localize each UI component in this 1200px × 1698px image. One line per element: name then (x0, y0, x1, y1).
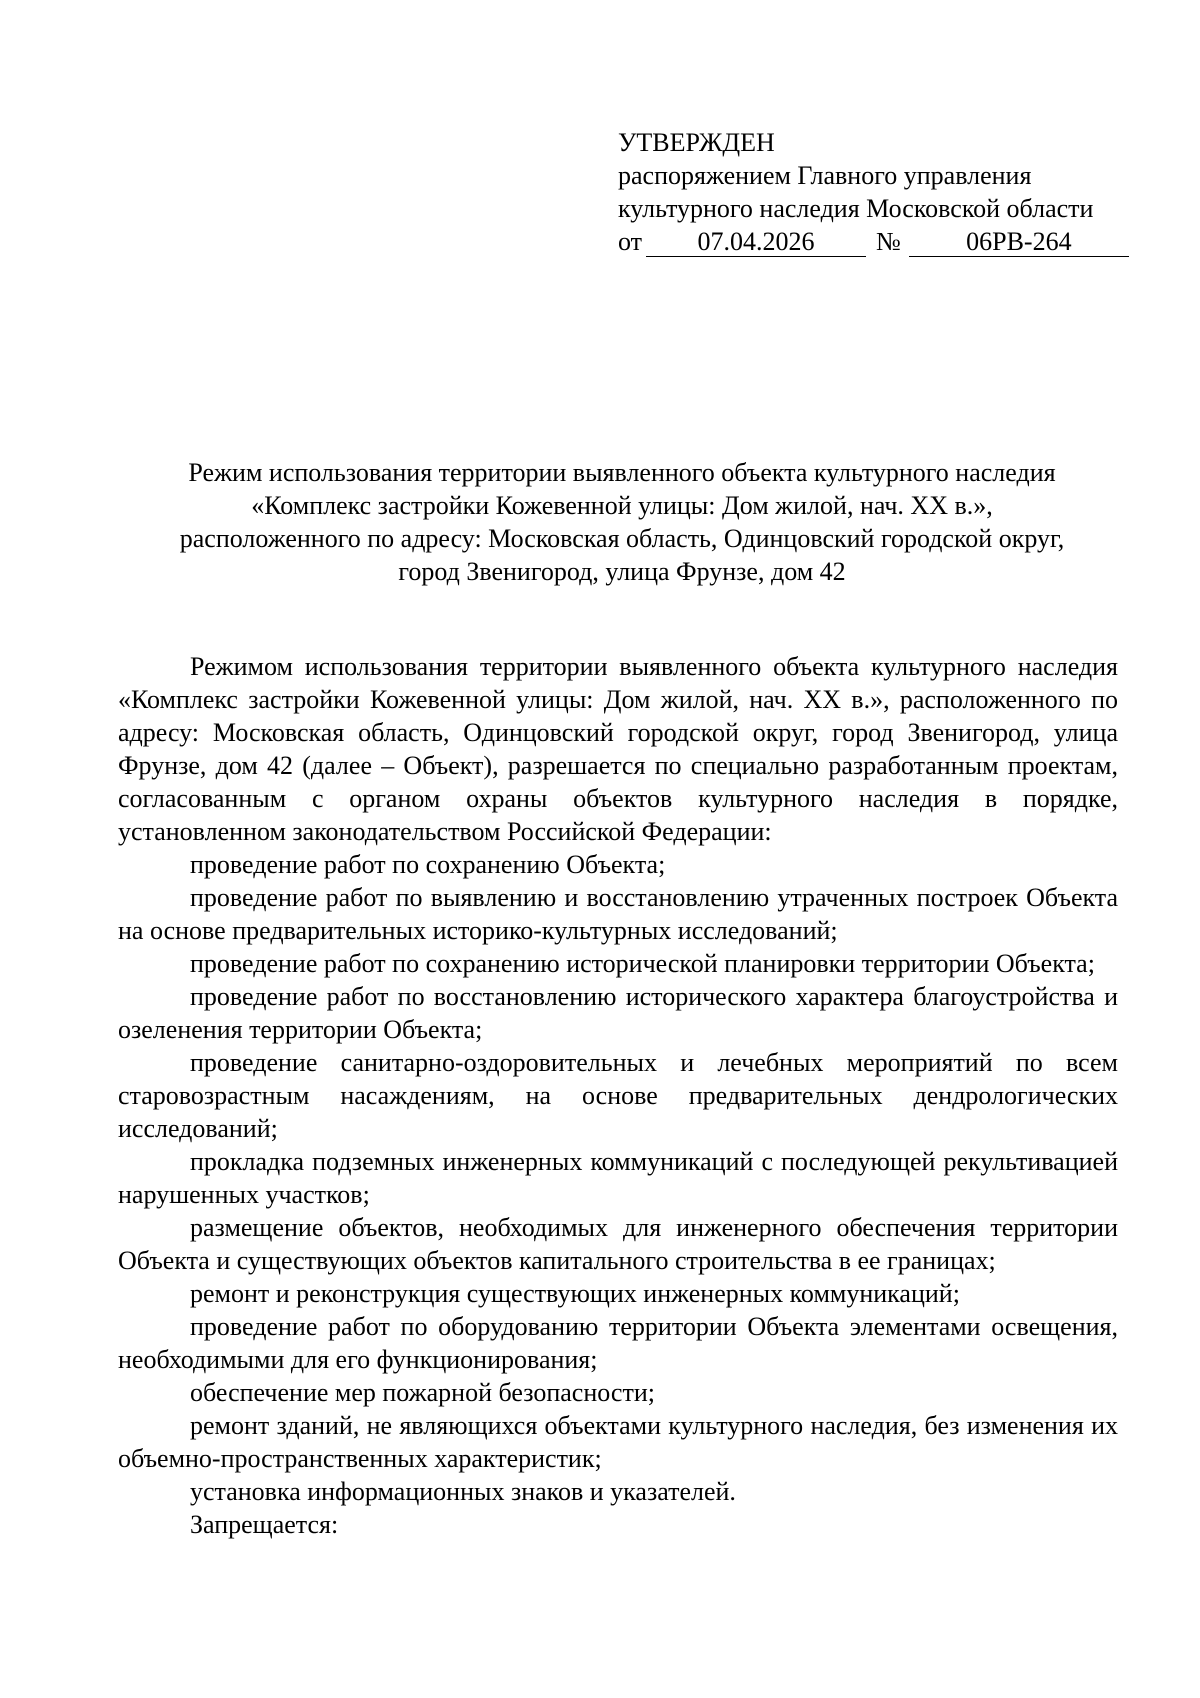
approval-block (618, 126, 1138, 258)
prohibited-heading: Запрещается: (190, 1510, 339, 1539)
approval-status: УТВЕРЖДЕН (618, 128, 775, 157)
permitted-item: проведение работ по оборудованию территории Объекта элементами освещения, необходимыми для его функционирования; (118, 1312, 1118, 1374)
approval-date-number-line (618, 225, 1138, 258)
intro-paragraph: Режимом использования территории выявленного объекта культурного наследия «Комплекс застройки Кожевенной улицы: Дом жилой, нач. XX в.», расположенного по адресу: Московская область, Одинцовский городской округ, город Звенигород, улица Фрунзе, дом 42 (далее – Объект), разрешается по специально разработанным проектам, согласованным с органом охраны объектов культурного наследия в порядке, установленном законодательством Российской Федерации: (118, 652, 1118, 846)
permitted-item: размещение объектов, необходимых для инженерного обеспечения территории Объекта и существующих объектов капитального строительства в ее границах; (118, 1213, 1118, 1275)
approval-issuer-line1: распоряжением Главного управления (618, 161, 1032, 190)
permitted-item: проведение санитарно-оздоровительных и лечебных мероприятий по всем старовозрастным насаждениям, на основе предварительных дендрологических исследований; (118, 1048, 1118, 1143)
approval-number: 06РВ-264 (909, 228, 1129, 257)
approval-issuer-line2: культурного наследия Московской области (618, 194, 1094, 223)
date-prefix: от (618, 227, 643, 256)
permitted-item: проведение работ по сохранению Объекта; (190, 850, 666, 879)
permitted-item: ремонт и реконструкция существующих инженерных коммуникаций; (190, 1279, 960, 1308)
permitted-item: проведение работ по восстановлению исторического характера благоустройства и озеленения территории Объекта; (118, 982, 1118, 1044)
approval-date: 07.04.2026 (646, 228, 866, 257)
permitted-item: обеспечение мер пожарной безопасности; (190, 1378, 655, 1407)
title-line-3: расположенного по адресу: Московская область, Одинцовский городской округ, (179, 524, 1065, 553)
document-title (118, 456, 1126, 588)
title-line-4: город Звенигород, улица Фрунзе, дом 42 (398, 557, 846, 586)
title-line-2: «Комплекс застройки Кожевенной улицы: Дом жилой, нач. XX в.», (251, 491, 993, 520)
title-line-1: Режим использования территории выявленного объекта культурного наследия (188, 458, 1056, 487)
permitted-item: проведение работ по выявлению и восстановлению утраченных построек Объекта на основе предварительных историко-культурных исследований; (118, 883, 1118, 945)
number-sign: № (876, 227, 901, 256)
permitted-item: прокладка подземных инженерных коммуникаций с последующей рекультивацией нарушенных участков; (118, 1147, 1118, 1209)
permitted-item: установка информационных знаков и указателей. (190, 1477, 736, 1506)
permitted-item: проведение работ по сохранению исторической планировки территории Объекта; (190, 949, 1095, 978)
permitted-item: ремонт зданий, не являющихся объектами культурного наследия, без изменения их объемно-пространственных характеристик; (118, 1411, 1118, 1473)
document-body (118, 650, 1118, 1541)
